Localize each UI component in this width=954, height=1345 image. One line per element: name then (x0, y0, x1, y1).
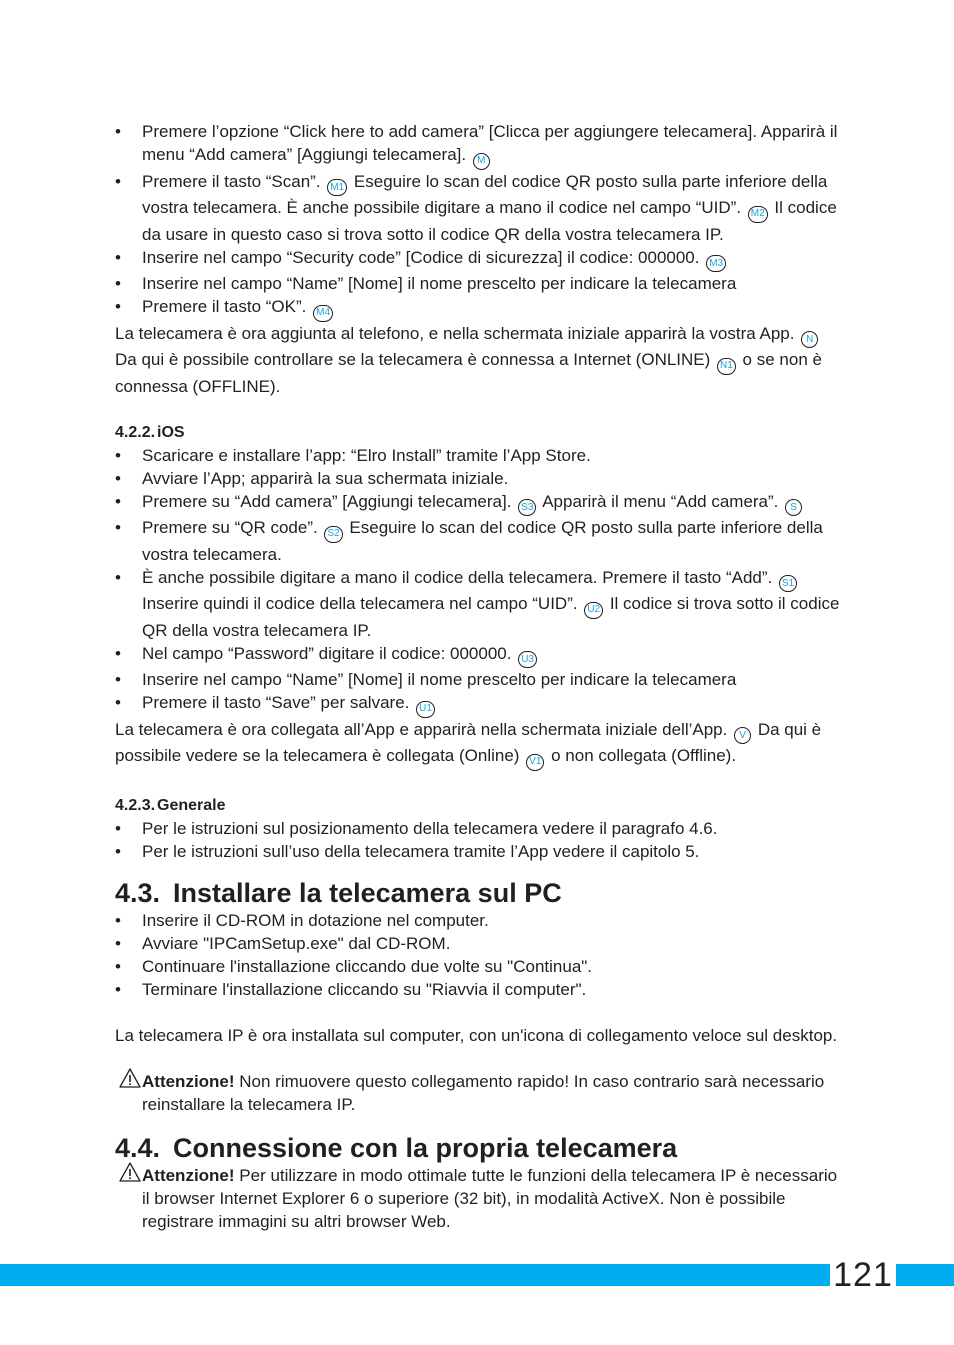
text-run: Inserire nel campo “Name” [Nome] il nome prescelto per indicare la telecamera (142, 274, 737, 293)
section-number: 4.2.3. (115, 796, 156, 814)
section-title: Installare la telecamera sul PC (173, 877, 562, 908)
text-run: Nel campo “Password” digitare il codice: 000000. (142, 643, 517, 663)
text-run: o se non è connessa (OFFLINE). (115, 350, 822, 396)
install-pc-list (115, 909, 845, 1001)
text-run: Eseguire lo scan del codice QR posto sulla parte inferiore della vostra telecamera. È anche possibile digitare a mano il codice nel campo “UID”. (142, 171, 828, 217)
screen-ref-badge: S1 (779, 575, 797, 592)
section-title: Connessione con la propria telecamera (173, 1132, 678, 1163)
list-item (115, 932, 845, 955)
warning-label: Attenzione! (142, 1165, 235, 1185)
section-number: 4.3. (115, 877, 161, 908)
screen-ref-badge: U2 (584, 602, 603, 619)
list-item (115, 668, 845, 691)
list-item (115, 566, 845, 642)
text-run: Avviare "IPCamSetup.exe" dal CD-ROM. (142, 933, 451, 953)
list-item (115, 817, 845, 840)
screen-ref-badge: V (734, 727, 751, 744)
screen-ref-badge: M2 (748, 206, 768, 223)
warning-triangle-icon (119, 1161, 141, 1183)
list-item (115, 516, 845, 566)
section-heading-connection (115, 1132, 845, 1164)
ios-connected-paragraph (115, 718, 845, 771)
list-item (115, 642, 845, 669)
screen-ref-badge: M3 (706, 255, 726, 272)
screen-ref-badge: U1 (416, 701, 435, 718)
warning-text: Per utilizzare in modo ottimale tutte le funzioni della telecamera IP è necessario il browser Internet Explorer 6 o superiore (32 bit), in modalità ActiveX. Non è possibile registrare immagini su altri browser Web. (142, 1165, 838, 1231)
list-item (115, 444, 845, 467)
section-number: 4.4. (115, 1132, 161, 1163)
list-item (115, 246, 845, 273)
list-item (115, 955, 845, 978)
screen-ref-badge: M4 (313, 305, 333, 322)
section-heading-install-pc (115, 877, 845, 909)
text-run: Avviare l’App; apparirà la sua schermata iniziale. (142, 468, 509, 488)
install-pc-paragraph: La telecamera IP è ora installata sul computer, con un'icona di collegamento veloce sul desktop. (115, 1025, 838, 1045)
text-run: Da qui è possibile vedere se la telecamera è collegata (Online) (115, 719, 822, 765)
footer-bar (0, 1264, 954, 1286)
text-run: Il codice si trova sotto il codice QR della vostra telecamera IP. (142, 594, 840, 640)
list-item (115, 691, 845, 718)
text-run: Eseguire lo scan del codice QR posto sulla parte inferiore della vostra telecamera. (142, 518, 823, 564)
list-item (115, 490, 845, 517)
text-run: Premere su “Add camera” [Aggiungi telecamera]. (142, 491, 517, 511)
section-heading-ios (115, 421, 845, 444)
section-heading-generale (115, 794, 845, 817)
generale-list (115, 817, 845, 863)
list-item (115, 978, 845, 1001)
list-item (115, 909, 845, 932)
text-run: È anche possibile digitare a mano il codice della telecamera. Premere il tasto “Add”. (142, 567, 777, 587)
warning-label: Attenzione! (142, 1071, 235, 1091)
text-run: Per le istruzioni sul posizionamento della telecamera vedere il paragrafo 4.6. (142, 818, 718, 838)
list-item (115, 840, 845, 863)
page-number: 121 (830, 1256, 896, 1294)
section-title: Generale (157, 796, 226, 814)
text-run: Inserire il CD-ROM in dotazione nel computer. (142, 910, 489, 930)
text-run: Il codice da usare in questo caso si trova sotto il codice QR della vostra telecamera IP. (142, 198, 837, 244)
page-content (115, 120, 845, 1233)
text-run: Per le istruzioni sull’uso della telecamera tramite l’App vedere il capitolo 5. (142, 841, 700, 861)
ios-setup-list (115, 444, 845, 718)
warning-browser (115, 1164, 845, 1233)
list-item (115, 170, 845, 246)
screen-ref-badge: N (801, 331, 818, 348)
warning-triangle-icon (119, 1067, 141, 1089)
screen-ref-badge: S3 (518, 499, 536, 516)
list-item (115, 120, 845, 170)
screen-ref-badge: U3 (518, 651, 537, 668)
text-run: Apparirà il menu “Add camera”. (538, 491, 784, 511)
section-number: 4.2.2. (115, 423, 156, 441)
text-run: Inserire nel campo “Name” [Nome] il nome prescelto per indicare la telecamera (142, 670, 737, 689)
text-run: Inserire nel campo “Security code” [Codice di sicurezza] il codice: 000000. (142, 247, 705, 267)
text-run: Scaricare e installare l’app: “Elro Install” tramite l’App Store. (142, 445, 591, 465)
list-item (115, 272, 845, 295)
text-run: Inserire quindi il codice della telecamera nel campo “UID”. (142, 594, 583, 613)
text-run: Da qui è possibile controllare se la telecamera è connessa a Internet (ONLINE) (115, 350, 716, 369)
list-item (115, 467, 845, 490)
section-title: iOS (157, 423, 185, 441)
text-run: La telecamera è ora aggiunta al telefono, e nella schermata iniziale apparirà la vostra App. (115, 323, 800, 343)
text-run: Terminare l'installazione cliccando su "Riavvia il computer". (142, 979, 587, 999)
screen-ref-badge: N1 (717, 358, 736, 375)
app-added-paragraph (115, 322, 845, 398)
list-item (115, 295, 845, 322)
text-run: o non collegata (Offline). (546, 746, 737, 765)
screen-ref-badge: M1 (327, 179, 347, 196)
text-run: La telecamera è ora collegata all’App e apparirà nella schermata iniziale dell’App. (115, 719, 733, 739)
warning-text: Non rimuovere questo collegamento rapido! In caso contrario sarà necessario reinstallare la telecamera IP. (142, 1071, 825, 1114)
app-setup-list (115, 120, 845, 322)
warning-shortcut (115, 1070, 845, 1116)
screen-ref-badge: S (785, 499, 802, 516)
screen-ref-badge: V1 (526, 754, 544, 771)
text-run: Premere l’opzione “Click here to add camera” [Clicca per aggiungere telecamera]. Apparirà il menu “Add camera” [Aggiungi telecamera]. (142, 122, 838, 164)
text-run: Premere su “QR code”. (142, 518, 323, 537)
screen-ref-badge: S2 (324, 526, 342, 543)
screen-ref-badge: M (473, 153, 490, 170)
text-run: Premere il tasto “Scan”. (142, 171, 326, 191)
text-run: Premere il tasto “Save” per salvare. (142, 693, 415, 712)
text-run: Continuare l'installazione cliccando due volte su "Continua". (142, 956, 593, 976)
text-run: Premere il tasto “OK”. (142, 297, 312, 316)
